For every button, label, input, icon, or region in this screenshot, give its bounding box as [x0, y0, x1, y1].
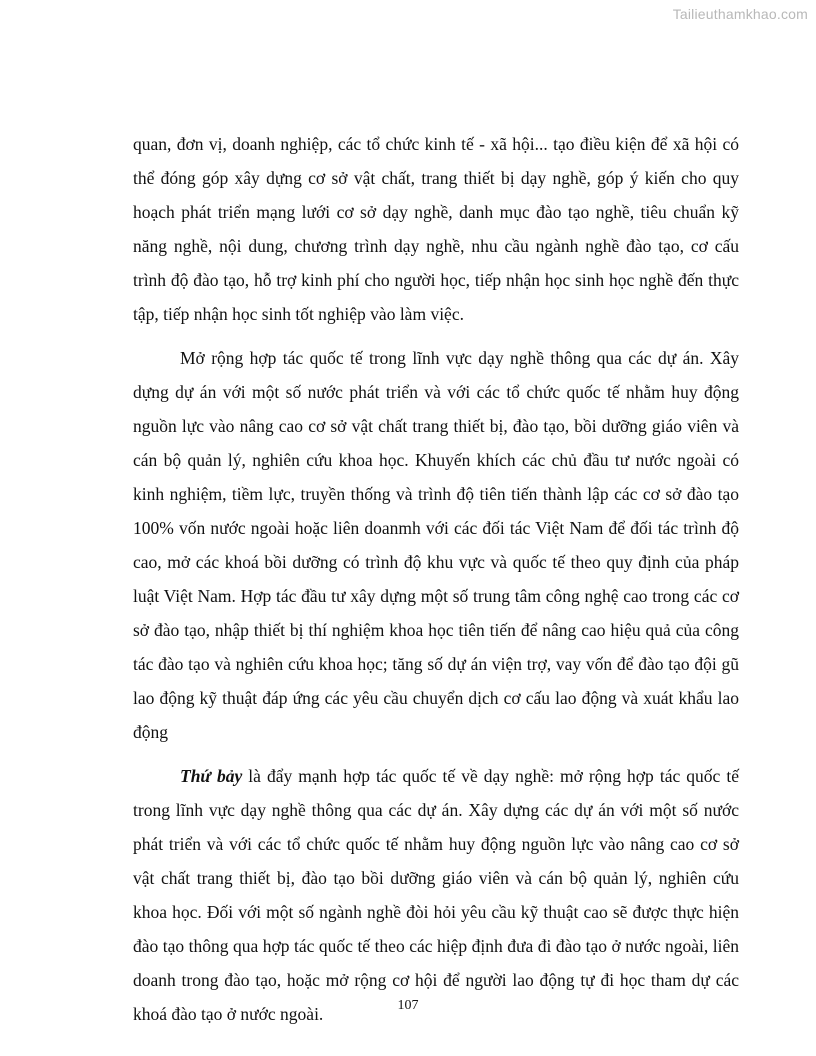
paragraph-seventh-point [133, 759, 739, 1031]
paragraph-international-cooperation [133, 341, 739, 749]
paragraph-text: quan, đơn vị, doanh nghiệp, các tổ chức kinh tế - xã hội... tạo điều kiện để xã hội có thể đóng góp xây dựng cơ sở vật chất, trang thiết bị dạy nghề, góp ý kiến cho quy hoạch phát triển mạng lưới cơ sở dạy nghề, danh mục đào tạo nghề, tiêu chuẩn kỹ năng nghề, nội dung, chương trình dạy nghề, nhu cầu ngành nghề đào tạo, cơ cấu trình độ đào tạo, hỗ trợ kinh phí cho người học, tiếp nhận học sinh học nghề đến thực tập, tiếp nhận học sinh tốt nghiệp vào làm việc. [133, 134, 739, 324]
paragraph-text: là đẩy mạnh hợp tác quốc tế về dạy nghề: mở rộng hợp tác quốc tế trong lĩnh vực dạy nghề thông qua các dự án. Xây dựng các dự án với một số nước phát triển và với các tổ chức quốc tế nhằm huy động nguồn lực vào nâng cao cơ sở vật chất trang thiết bị, đào tạo bồi dưỡng giáo viên và cán bộ quản lý, nghiên cứu khoa học. Đối với một số ngành nghề đòi hỏi yêu cầu kỹ thuật cao sẽ được thực hiện đào tạo thông qua hợp tác quốc tế theo các hiệp định đưa đi đào tạo ở nước ngoài, liên doanh trong đào tạo, hoặc mở rộng cơ hội để người lao động tự đi học tham dự các khoá đào tạo ở nước ngoài. [133, 766, 739, 1024]
page-number: 107 [397, 998, 419, 1013]
paragraph-text: Mở rộng hợp tác quốc tế trong lĩnh vực dạy nghề thông qua các dự án. Xây dựng dự án với một số nước phát triển và với các tổ chức quốc tế nhằm huy động nguồn lực vào nâng cao cơ sở vật chất trang thiết bị, đào tạo, bồi dưỡng giáo viên và cán bộ quản lý, nghiên cứu khoa học. Khuyến khích các chủ đầu tư nước ngoài có kinh nghiệm, tiềm lực, truyền thống và trình độ tiên tiến thành lập các cơ sở đào tạo 100% vốn nước ngoài hoặc liên doanmh với các đối tác Việt Nam để đối tác trình độ cao, mở các khoá bồi dưỡng có trình độ khu vực và quốc tế theo quy định của pháp luật Việt Nam. Hợp tác đầu tư xây dựng một số trung tâm công nghệ cao trong các cơ sở đào tạo, nhập thiết bị thí nghiệm khoa học tiên tiến để nâng cao hiệu quả của công tác đào tạo và nghiên cứu khoa học; tăng số dự án viện trợ, vay vốn để đào tạo đội gũ lao động kỹ thuật đáp ứng các yêu cầu chuyển dịch cơ cấu lao động và xuát khẩu lao động [133, 348, 739, 742]
watermark-text: Tailieuthamkhao.com [672, 6, 808, 22]
paragraph-continuation [133, 127, 739, 331]
document-body [133, 127, 739, 1041]
paragraph-lead-term: Thứ bảy [180, 766, 243, 786]
